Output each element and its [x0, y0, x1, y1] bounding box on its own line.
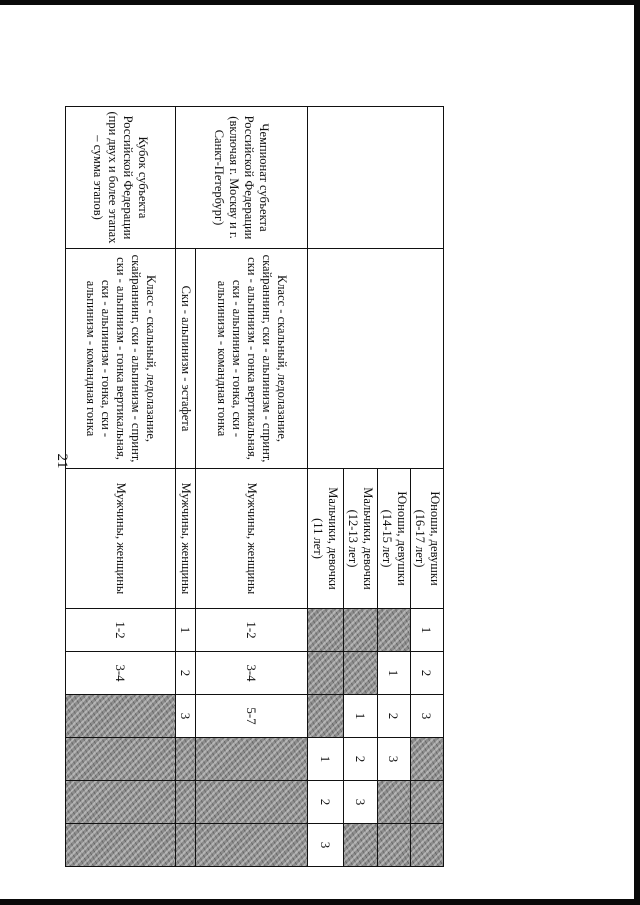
place-cell: 1-2: [66, 609, 176, 652]
place-cell-shaded: [308, 695, 344, 738]
place-cell: 1-2: [196, 609, 308, 652]
championship-event-cell: Чемпионат субъекта Российской Федерации (включая г. Москву и г. Санкт-Петербург): [176, 107, 308, 249]
place-cell-shaded: [411, 824, 444, 867]
place-cell: 3-4: [66, 652, 176, 695]
place-cell-shaded: [196, 781, 308, 824]
place-cell: 5-7: [196, 695, 308, 738]
scan-border-right: [634, 0, 640, 905]
place-cell: 2: [378, 695, 411, 738]
place-cell: 1: [308, 738, 344, 781]
age-group-cell: Мальчики, девочки (12-13 лет): [344, 469, 378, 609]
place-cell-shaded: [176, 824, 196, 867]
place-cell: 1: [176, 609, 196, 652]
relay-discipline-cell: Ски - альпинизм - эстафета: [176, 249, 196, 469]
place-cell-shaded: [411, 738, 444, 781]
place-cell: 2: [308, 781, 344, 824]
place-cell: 2: [176, 652, 196, 695]
place-cell-shaded: [196, 738, 308, 781]
cup-event-cell: Кубок субъекта Российской Федерации (при двух и более этапах – сумма этапов): [66, 107, 176, 249]
place-cell-shaded: [308, 609, 344, 652]
event-cell-empty: [308, 107, 444, 249]
place-cell: 2: [344, 738, 378, 781]
ranks-table-container: [68, 106, 444, 866]
place-cell-shaded: [344, 609, 378, 652]
championship-group-cell: Мужчины, женщины: [196, 469, 308, 609]
place-cell: 1: [411, 609, 444, 652]
place-cell-shaded: [308, 652, 344, 695]
place-cell: 3: [308, 824, 344, 867]
place-cell: 3-4: [196, 652, 308, 695]
discipline-cell-empty: [308, 249, 444, 469]
table-row: [66, 107, 176, 867]
ranks-table-rotated: [68, 106, 444, 866]
place-cell: 3: [176, 695, 196, 738]
place-cell-shaded: [378, 824, 411, 867]
place-cell-shaded: [66, 781, 176, 824]
place-cell-shaded: [66, 695, 176, 738]
championship-discipline-cell: Класс - скальный, ледолазание, скайраннинг, ски - альпинизм - спринт, ски - альпинизм - гонка вертикальная, ски - альпинизм - гонка, ски - альпинизм - командная гонка: [196, 249, 308, 469]
place-cell-shaded: [378, 609, 411, 652]
place-cell-shaded: [344, 652, 378, 695]
place-cell: 2: [411, 652, 444, 695]
place-cell-shaded: [66, 738, 176, 781]
place-cell: 1: [378, 652, 411, 695]
place-cell-shaded: [66, 824, 176, 867]
table-row: [196, 107, 308, 867]
place-cell-shaded: [176, 738, 196, 781]
place-cell-shaded: [344, 824, 378, 867]
place-cell: 3: [378, 738, 411, 781]
place-cell-shaded: [196, 824, 308, 867]
place-cell: 1: [344, 695, 378, 738]
ranks-table: [65, 106, 444, 867]
age-group-cell: Мальчики, девочки (11 лет): [308, 469, 344, 609]
place-cell-shaded: [176, 781, 196, 824]
age-group-cell: Юноши, девушки (16-17 лет): [411, 469, 444, 609]
place-cell-shaded: [378, 781, 411, 824]
place-cell-shaded: [411, 781, 444, 824]
cup-discipline-cell: Класс - скальный, ледолазание, скайраннинг, ски - альпинизм - спринт, ски - альпинизм - гонка вертикальная, ски - альпинизм - гонка, ски - альпинизм - командная гонка: [66, 249, 176, 469]
place-cell: 3: [411, 695, 444, 738]
scan-border-top: [0, 0, 640, 5]
page-number: 21: [54, 453, 70, 469]
scan-border-bottom: [0, 899, 640, 905]
age-group-cell: Юноши, девушки (14-15 лет): [378, 469, 411, 609]
place-cell: 3: [344, 781, 378, 824]
table-row: [411, 107, 444, 867]
cup-group-cell: Мужчины, женщины: [66, 469, 176, 609]
relay-group-cell: Мужчины, женщины: [176, 469, 196, 609]
